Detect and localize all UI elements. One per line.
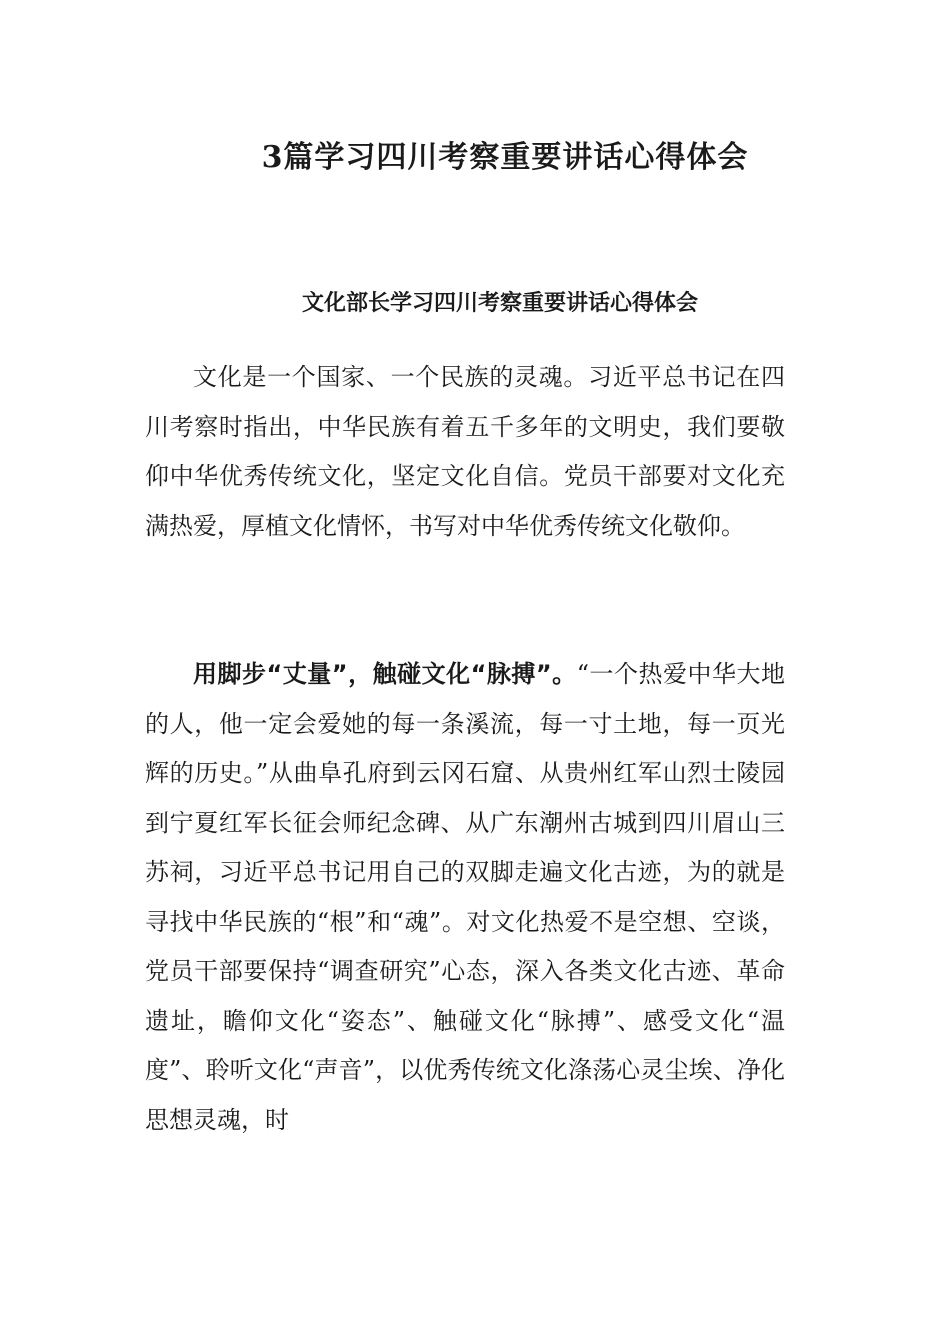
paragraph-text: “一个热爱中华大地的人，他一定会爱她的每一条溪流，每一寸土地，每一页光辉的历史。”从曲阜孔府到云冈石窟、从贵州红军山烈士陵园到宁夏红军长征会师纪念碑、从广东潮州古城到四川眉山三苏祠，习近平总书记用自己的双脚走遍文化古迹，为的就是寻找中华民族的“根”和“魂”。对文化热爱不是空想、空谈，党员干部要保持“调查研究”心态，深入各类文化古迹、革命遗址，瞻仰文化“姿态”、触碰文化“脉搏”、感受文化“温度”、聆听文化“声音”，以优秀传统文化涤荡心灵尘埃、净化思想灵魂，时 [145,660,785,1134]
paragraph-lead-heading: 用脚步“丈量”，触碰文化“脉搏”。 [193,660,577,688]
section-title: 文化部长学习四川考察重要讲话心得体会 [301,291,698,316]
paragraph-text: 文化是一个国家、一个民族的灵魂。习近平总书记在四川考察时指出，中华民族有着五千多年的文明史，我们要敬仰中华优秀传统文化，坚定文化自信。党员干部要对文化充满热爱，厚植文化情怀，书写对中华优秀传统文化敬仰。 [145,363,785,540]
body-paragraph [145,650,785,1145]
body-paragraph [145,353,785,551]
document-title: 3篇学习四川考察重要讲话心得体会 [261,140,749,175]
